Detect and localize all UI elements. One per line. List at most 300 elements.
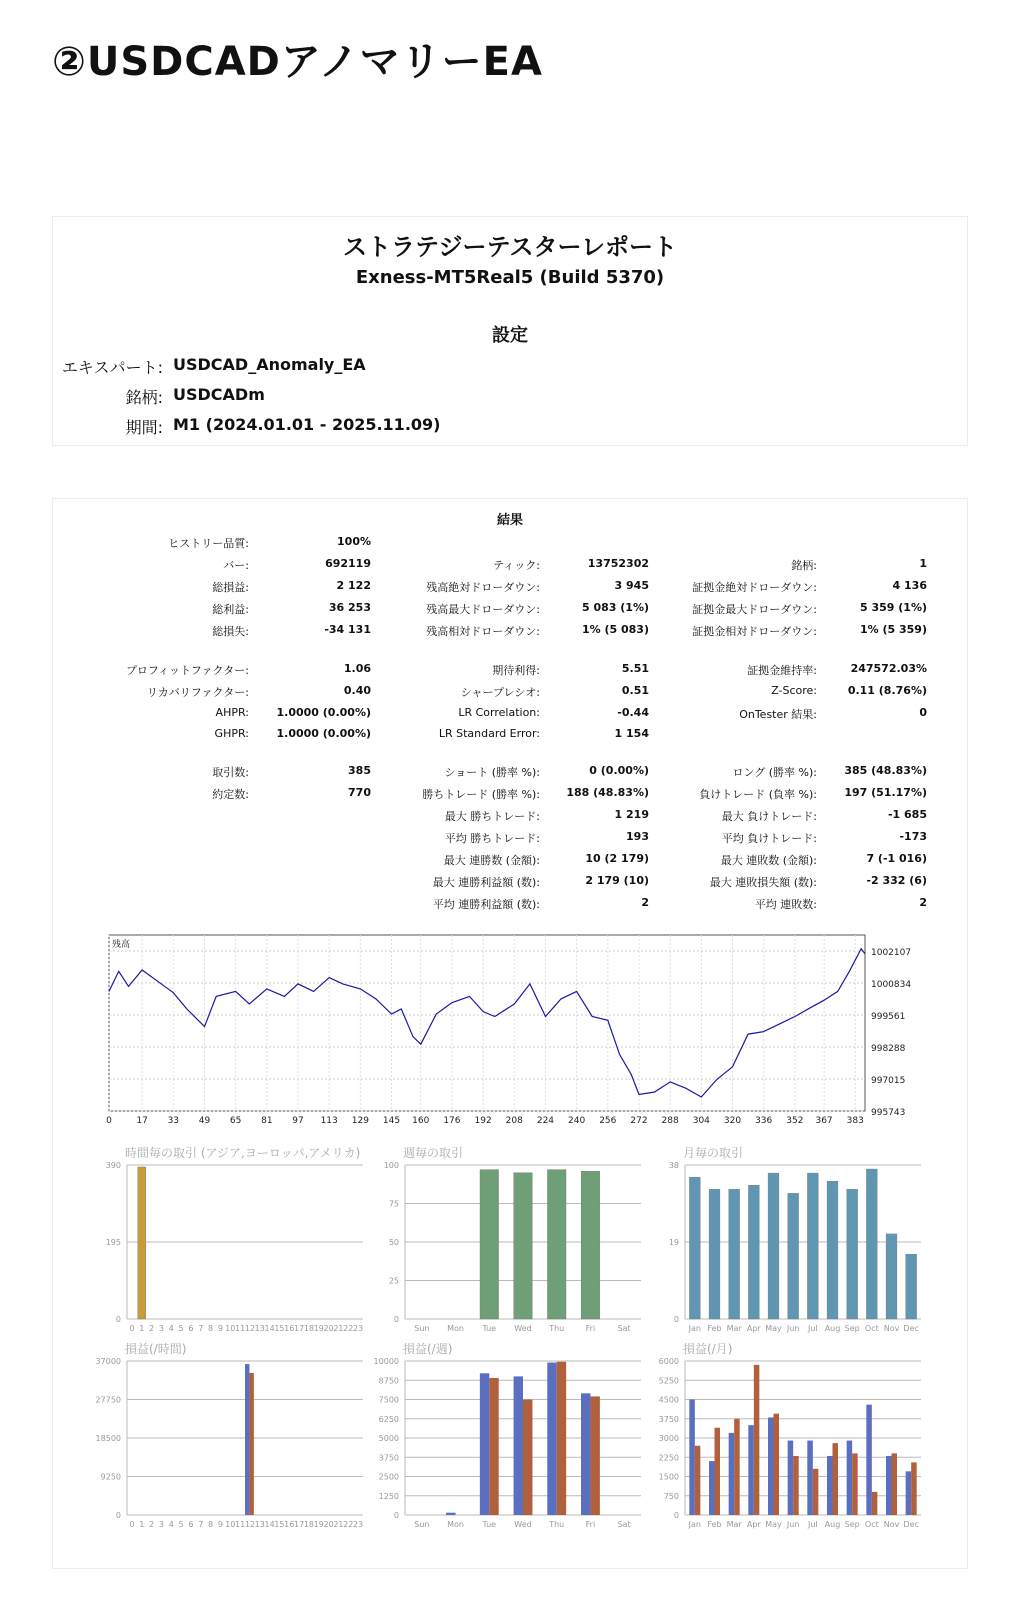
bar-profit <box>807 1441 813 1515</box>
result-value: 0 <box>919 706 927 719</box>
bar-profit <box>480 1373 489 1515</box>
bar-profit <box>689 1400 695 1516</box>
bar-x-tick: Thu <box>549 1520 565 1529</box>
result-value: 100% <box>337 535 371 548</box>
bar-x-tick: Sep <box>844 1324 860 1333</box>
bar-profit <box>748 1425 754 1515</box>
result-value: 0 (0.00%) <box>589 764 649 777</box>
bar-y-tick: 27750 <box>95 1395 121 1405</box>
bar-y-tick: 2500 <box>378 1472 399 1482</box>
bar-chart-title: 損益(/週) <box>403 1342 453 1356</box>
bar-x-tick: 23 <box>352 1324 364 1333</box>
bar-y-tick: 7500 <box>378 1395 399 1405</box>
result-label: ヒストリー品質: <box>168 537 249 550</box>
bar-x-tick: Apr <box>746 1324 761 1333</box>
bar-y-tick: 390 <box>105 1161 121 1170</box>
bar-y-tick: 6000 <box>658 1357 679 1366</box>
settings-card <box>52 216 968 446</box>
result-value: 5 083 (1%) <box>581 601 649 614</box>
bar-x-tick: Jul <box>808 1520 818 1529</box>
bar-loss <box>557 1362 566 1515</box>
bar-x-tick: 13 <box>254 1324 265 1333</box>
bar-chart-title: 時間毎の取引 (アジア,ヨーロッパ,アメリカ) <box>125 1146 361 1160</box>
bar <box>768 1173 779 1319</box>
bar-y-tick: 1500 <box>658 1472 679 1482</box>
setting-value: M1 (2024.01.01 - 2025.11.09) <box>173 415 441 434</box>
result-value: 193 <box>626 830 649 843</box>
results-heading: 結果 <box>496 513 523 528</box>
result-label: ショート (勝率 %): <box>444 766 540 779</box>
bar-chart-title: 週毎の取引 <box>403 1146 464 1160</box>
bar-x-tick: 8 <box>208 1324 214 1333</box>
result-value: 2 <box>919 896 927 909</box>
bar-x-tick: Feb <box>707 1324 722 1333</box>
bar-x-tick: Sat <box>617 1324 631 1333</box>
result-value: -1 685 <box>887 808 927 821</box>
result-label: プロフィットファクター: <box>125 664 249 677</box>
bar-x-tick: Fri <box>585 1324 596 1333</box>
bar-x-tick: Nov <box>883 1324 900 1333</box>
result-value: 10 (2 179) <box>585 852 649 865</box>
bar-x-tick: 7 <box>198 1324 204 1333</box>
bar-x-tick: Mon <box>447 1324 465 1333</box>
result-value: 5.51 <box>621 662 649 675</box>
result-value: 13752302 <box>587 557 649 570</box>
bar-x-tick: 8 <box>208 1520 214 1529</box>
bar-loss <box>774 1414 780 1515</box>
bar-profit <box>906 1471 912 1515</box>
bar-x-tick: 15 <box>274 1520 285 1529</box>
bar-x-tick: 10 <box>225 1520 236 1529</box>
bar-loss <box>695 1446 701 1515</box>
bar-x-tick: Aug <box>824 1324 841 1333</box>
result-value: -0.44 <box>617 706 649 719</box>
bar-x-tick: Wed <box>514 1520 532 1529</box>
result-label: 取引数: <box>212 766 249 779</box>
bar-profit <box>581 1393 590 1515</box>
bar <box>886 1234 897 1319</box>
result-label: 総利益: <box>212 603 249 616</box>
bar-x-tick: 23 <box>352 1520 364 1529</box>
bar-x-tick: May <box>765 1520 782 1529</box>
result-label: バー: <box>223 559 249 572</box>
bar <box>689 1177 700 1319</box>
result-label: 期待利得: <box>492 664 540 677</box>
bar <box>709 1189 720 1319</box>
bar-y-tick: 0 <box>673 1511 679 1520</box>
bar-x-tick: Sep <box>844 1520 860 1529</box>
bar-y-tick: 9250 <box>100 1472 121 1482</box>
balance-y-tick: 997015 <box>871 1076 906 1087</box>
bar-x-tick: 19 <box>313 1324 324 1333</box>
bar-x-tick: 17 <box>293 1324 305 1333</box>
bar-x-tick: Sat <box>617 1520 631 1529</box>
bar-y-tick: 750 <box>663 1491 679 1501</box>
bar-x-tick: Jun <box>786 1324 800 1333</box>
setting-value: USDCAD_Anomaly_EA <box>173 355 366 374</box>
result-label: 最大 連勝数 (金額): <box>443 854 540 867</box>
bar-profit <box>514 1376 523 1515</box>
bar <box>480 1170 499 1319</box>
balance-x-tick: 352 <box>786 1116 804 1126</box>
balance-plot-frame <box>109 935 865 1111</box>
bar-x-tick: Tue <box>482 1520 497 1529</box>
bar <box>906 1254 917 1319</box>
bar-loss <box>523 1400 532 1516</box>
bar-y-tick: 50 <box>388 1238 399 1247</box>
bar-chart-title: 月毎の取引 <box>683 1146 744 1160</box>
result-value: 1.0000 (0.00%) <box>276 706 371 719</box>
bar-x-tick: Fri <box>585 1520 596 1529</box>
bar-loss <box>852 1453 858 1515</box>
bar-x-tick: Aug <box>824 1520 841 1529</box>
bar-x-tick: Dec <box>903 1520 919 1529</box>
result-label: 証拠金絶対ドローダウン: <box>692 581 817 594</box>
bar-x-tick: 16 <box>284 1520 295 1529</box>
balance-x-tick: 304 <box>692 1116 710 1126</box>
results-card <box>52 498 968 1569</box>
result-value: 0.11 (8.76%) <box>847 684 927 697</box>
bar-x-tick: 1 <box>139 1324 145 1333</box>
bar <box>729 1189 740 1319</box>
balance-x-tick: 224 <box>536 1116 555 1126</box>
charts-area <box>53 927 967 1567</box>
result-value: 1.0000 (0.00%) <box>276 727 371 740</box>
bar-loss <box>911 1462 917 1515</box>
bar-x-tick: 5 <box>178 1520 184 1529</box>
bar-x-tick: Feb <box>707 1520 722 1529</box>
bar-loss <box>734 1419 740 1515</box>
result-value: 2 179 (10) <box>585 874 649 887</box>
bar-x-tick: 6 <box>188 1324 194 1333</box>
result-value: 1 <box>919 557 927 570</box>
result-value: 1 154 <box>614 727 649 740</box>
result-label: 証拠金最大ドローダウン: <box>692 603 817 616</box>
bar-x-tick: Thu <box>549 1324 565 1333</box>
bar-x-tick: 9 <box>217 1324 223 1333</box>
result-label: 総損失: <box>212 625 249 638</box>
result-label: GHPR: <box>214 727 249 740</box>
result-value: 2 122 <box>336 579 371 592</box>
bar-y-tick: 0 <box>393 1511 399 1520</box>
balance-x-tick: 176 <box>443 1116 461 1126</box>
bar-x-tick: 13 <box>254 1520 265 1529</box>
bar-x-tick: 19 <box>313 1520 324 1529</box>
result-label: OnTester 結果: <box>739 708 817 721</box>
bar-x-tick: 20 <box>323 1324 334 1333</box>
bar-profit <box>847 1441 853 1515</box>
bar-loss <box>249 1373 253 1515</box>
bar <box>547 1170 566 1319</box>
bar-profit <box>547 1363 556 1515</box>
balance-x-tick: 208 <box>505 1116 523 1126</box>
bar-x-tick: 4 <box>168 1520 174 1529</box>
bar-x-tick: Jan <box>688 1324 702 1333</box>
bar-loss <box>793 1456 799 1515</box>
bar-x-tick: Nov <box>883 1520 900 1529</box>
balance-x-tick: 17 <box>136 1116 148 1126</box>
bar-y-tick: 3000 <box>658 1434 679 1443</box>
result-label: 平均 負けトレード: <box>721 832 817 845</box>
result-value: 247572.03% <box>850 662 927 675</box>
result-label: 最大 連敗数 (金額): <box>720 854 817 867</box>
result-value: 0.40 <box>343 684 371 697</box>
bar-loss <box>590 1396 599 1515</box>
bar-y-tick: 5000 <box>378 1434 399 1443</box>
balance-y-tick: 1002107 <box>871 947 912 958</box>
bar-x-tick: Oct <box>864 1324 879 1333</box>
bar-loss <box>872 1492 878 1515</box>
bar-y-tick: 75 <box>388 1199 399 1209</box>
bar-profit <box>245 1364 249 1515</box>
bar-x-tick: 12 <box>244 1520 256 1529</box>
bar <box>827 1181 838 1319</box>
result-value: 1 219 <box>614 808 649 821</box>
report-title: ストラテジーテスターレポート <box>342 233 678 261</box>
bar <box>788 1193 799 1319</box>
balance-x-tick: 97 <box>292 1116 304 1126</box>
bar-y-tick: 5250 <box>658 1376 679 1386</box>
bar <box>581 1171 600 1319</box>
result-label: 証拠金維持率: <box>747 664 817 677</box>
bar-x-tick: May <box>765 1324 782 1333</box>
bar-y-tick: 37000 <box>95 1357 121 1366</box>
bar-y-tick: 25 <box>388 1276 399 1286</box>
bar-profit <box>446 1513 455 1515</box>
balance-title: 残高 <box>112 940 131 950</box>
bar-x-tick: Mar <box>726 1520 742 1529</box>
bar-x-tick: 16 <box>284 1324 295 1333</box>
bar-y-tick: 100 <box>383 1161 399 1170</box>
balance-y-tick: 995743 <box>871 1108 906 1118</box>
balance-x-tick: 33 <box>167 1116 180 1126</box>
balance-y-tick: 998288 <box>871 1044 906 1055</box>
balance-x-tick: 129 <box>351 1116 369 1126</box>
result-label: 銘柄: <box>791 559 817 572</box>
result-value: 197 (51.17%) <box>844 786 927 799</box>
bar-x-tick: 2 <box>149 1324 155 1333</box>
result-label: 最大 勝ちトレード: <box>444 810 540 823</box>
result-value: -2 332 (6) <box>866 874 927 887</box>
bar-profit <box>768 1417 774 1515</box>
bar <box>514 1173 533 1319</box>
bar-y-tick: 3750 <box>378 1453 399 1463</box>
bar-x-tick: Mon <box>447 1520 465 1529</box>
balance-x-tick: 81 <box>261 1116 273 1126</box>
result-value: -173 <box>899 830 927 843</box>
bar-y-tick: 38 <box>668 1161 679 1170</box>
bar-y-tick: 0 <box>115 1315 121 1324</box>
bar-y-tick: 6250 <box>378 1414 399 1424</box>
result-label: ティック: <box>493 559 540 572</box>
bar-x-tick: 17 <box>293 1520 305 1529</box>
result-value: 7 (-1 016) <box>866 852 927 865</box>
setting-label: エキスパート: <box>61 358 163 377</box>
bar-profit <box>886 1456 892 1515</box>
bar-x-tick: 12 <box>244 1324 256 1333</box>
bar-loss <box>833 1443 839 1515</box>
bar-x-tick: 22 <box>343 1324 354 1333</box>
result-label: LR Standard Error: <box>438 727 540 740</box>
bar-x-tick: 0 <box>129 1324 135 1333</box>
setting-label: 銘柄: <box>125 388 163 407</box>
result-label: 証拠金相対ドローダウン: <box>692 625 817 638</box>
result-value: -34 131 <box>324 623 371 636</box>
result-label: Z-Score: <box>771 684 817 697</box>
bar-loss <box>813 1469 819 1515</box>
balance-y-tick: 999561 <box>871 1012 906 1023</box>
bar-y-tick: 0 <box>393 1315 399 1324</box>
balance-x-tick: 272 <box>630 1116 648 1126</box>
page-title: ②USDCADアノマリーEA <box>52 39 543 85</box>
bar-x-tick: 10 <box>225 1324 236 1333</box>
bar-loss <box>715 1428 721 1515</box>
bar-x-tick: 1 <box>139 1520 145 1529</box>
bar-x-tick: 21 <box>333 1520 344 1529</box>
bar-x-tick: Jun <box>786 1520 800 1529</box>
bar-x-tick: 18 <box>303 1520 315 1529</box>
balance-x-tick: 256 <box>599 1116 617 1126</box>
result-value: 5 359 (1%) <box>859 601 927 614</box>
result-label: 平均 連勝利益額 (数): <box>432 898 540 911</box>
result-label: 最大 連勝利益額 (数): <box>432 876 540 889</box>
result-label: 残高絶対ドローダウン: <box>426 581 540 594</box>
bar-x-tick: Dec <box>903 1324 919 1333</box>
balance-x-tick: 383 <box>846 1116 864 1126</box>
bar-y-tick: 0 <box>115 1511 121 1520</box>
bar-y-tick: 10000 <box>373 1357 399 1366</box>
bar-y-tick: 1250 <box>378 1491 399 1501</box>
bar-x-tick: Sun <box>414 1520 430 1529</box>
bar-x-tick: 15 <box>274 1324 285 1333</box>
result-value: 1% (5 083) <box>581 623 649 636</box>
setting-label: 期間: <box>125 418 163 437</box>
bar-y-tick: 2250 <box>658 1453 679 1463</box>
result-value: 692119 <box>325 557 371 570</box>
bar-chart-title: 損益(/月) <box>683 1342 733 1356</box>
bar-x-tick: 5 <box>178 1324 184 1333</box>
bar-loss <box>489 1378 498 1515</box>
bar-chart-title: 損益(/時間) <box>125 1342 187 1356</box>
balance-x-tick: 0 <box>106 1116 112 1126</box>
bar-x-tick: Apr <box>746 1520 761 1529</box>
bar-x-tick: Wed <box>514 1324 532 1333</box>
bar <box>847 1189 858 1319</box>
bar-profit <box>827 1456 833 1515</box>
bar <box>807 1173 818 1319</box>
result-label: AHPR: <box>215 706 249 719</box>
balance-x-tick: 145 <box>382 1116 401 1126</box>
result-label: 残高最大ドローダウン: <box>426 603 540 616</box>
bar-y-tick: 0 <box>673 1315 679 1324</box>
bar-x-tick: Mar <box>726 1324 742 1333</box>
result-value: 1% (5 359) <box>859 623 927 636</box>
server-name: Exness-MT5Real5 (Build 5370) <box>355 267 665 288</box>
balance-y-tick: 1000834 <box>871 979 912 990</box>
result-value: 4 136 <box>892 579 927 592</box>
bar-x-tick: 18 <box>303 1324 315 1333</box>
balance-x-tick: 192 <box>474 1116 492 1126</box>
balance-x-tick: 367 <box>815 1116 833 1126</box>
result-value: 2 <box>641 896 649 909</box>
bar-x-tick: Jul <box>808 1324 818 1333</box>
bar-x-tick: 14 <box>264 1520 275 1529</box>
bar-x-tick: Oct <box>864 1520 879 1529</box>
result-value: 36 253 <box>328 601 371 614</box>
bar-y-tick: 8750 <box>378 1376 399 1386</box>
result-label: 勝ちトレード (勝率 %): <box>422 788 540 801</box>
settings-heading: 設定 <box>492 325 528 346</box>
bar-x-tick: Tue <box>482 1324 497 1333</box>
bar-profit <box>709 1461 715 1515</box>
result-label: ロング (勝率 %): <box>732 766 817 779</box>
balance-x-tick: 65 <box>229 1116 242 1126</box>
bar-x-tick: 11 <box>234 1520 246 1529</box>
bar-x-tick: 11 <box>234 1324 246 1333</box>
bar-x-tick: Sun <box>414 1324 430 1333</box>
result-label: 平均 勝ちトレード: <box>444 832 540 845</box>
bar-x-tick: 14 <box>264 1324 275 1333</box>
result-label: シャープレシオ: <box>460 686 540 699</box>
result-value: 385 (48.83%) <box>844 764 927 777</box>
bar-x-tick: Jan <box>688 1520 702 1529</box>
balance-x-tick: 288 <box>661 1116 679 1126</box>
result-value: 3 945 <box>614 579 649 592</box>
result-label: 最大 連敗損失額 (数): <box>709 876 817 889</box>
result-label: 残高相対ドローダウン: <box>426 625 540 638</box>
bar-x-tick: 20 <box>323 1520 334 1529</box>
bar-x-tick: 7 <box>198 1520 204 1529</box>
bar-profit <box>866 1405 872 1515</box>
bar-x-tick: 4 <box>168 1324 174 1333</box>
bar-loss <box>754 1365 760 1515</box>
bar-x-tick: 6 <box>188 1520 194 1529</box>
bar-x-tick: 21 <box>333 1324 344 1333</box>
bar <box>866 1169 877 1319</box>
result-value: 1.06 <box>343 662 371 675</box>
result-value: 0.51 <box>621 684 649 697</box>
result-label: 約定数: <box>212 788 249 801</box>
balance-x-tick: 49 <box>198 1116 211 1126</box>
balance-x-tick: 113 <box>320 1116 338 1126</box>
result-label: 負けトレード (負率 %): <box>699 788 817 801</box>
bar-loss <box>892 1453 898 1515</box>
result-label: リカバリファクター: <box>146 686 249 699</box>
bar-y-tick: 18500 <box>95 1434 121 1443</box>
bar-x-tick: 9 <box>217 1520 223 1529</box>
result-label: 総損益: <box>212 581 249 594</box>
result-label: 最大 負けトレード: <box>721 810 817 823</box>
result-value: 770 <box>348 786 371 799</box>
bar-x-tick: 2 <box>149 1520 155 1529</box>
bar-y-tick: 195 <box>105 1238 121 1247</box>
balance-x-tick: 320 <box>723 1116 742 1126</box>
bar-x-tick: 3 <box>158 1324 164 1333</box>
result-value: 188 (48.83%) <box>566 786 649 799</box>
balance-x-tick: 160 <box>412 1116 430 1126</box>
bar-x-tick: 0 <box>129 1520 135 1529</box>
bar-x-tick: 3 <box>158 1520 164 1529</box>
bar-y-tick: 3750 <box>658 1414 679 1424</box>
bar <box>138 1167 146 1319</box>
balance-x-tick: 336 <box>755 1116 773 1126</box>
bar-x-tick: 22 <box>343 1520 354 1529</box>
bar <box>748 1185 759 1319</box>
bar-profit <box>788 1441 794 1515</box>
setting-value: USDCADm <box>173 385 265 404</box>
result-value: 385 <box>348 764 371 777</box>
result-label: LR Correlation: <box>458 706 540 719</box>
